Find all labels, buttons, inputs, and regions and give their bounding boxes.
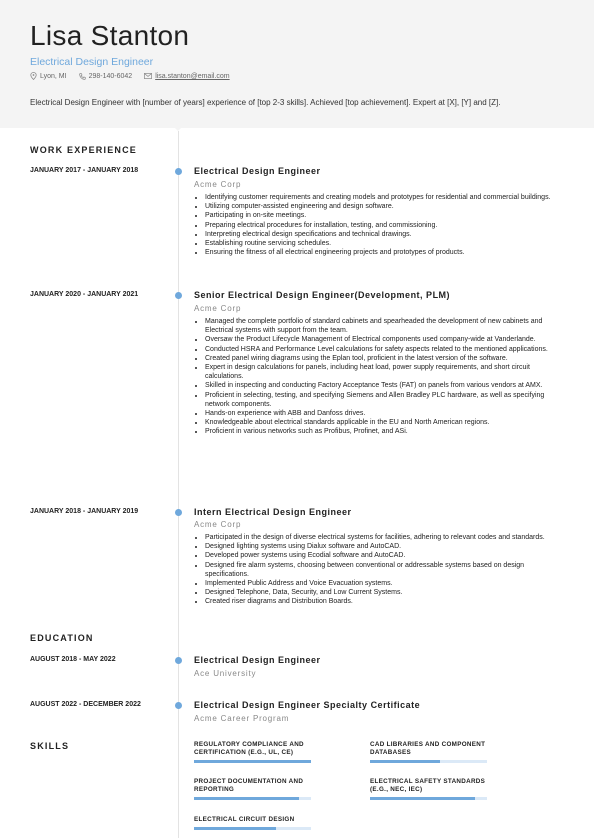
- skill-level-fill: [194, 797, 299, 800]
- job-date: JANUARY 2020 - JANUARY 2021: [30, 291, 139, 298]
- job-title: Intern Electrical Design Engineer: [194, 507, 352, 517]
- bullet-item: • Skilled in inspecting and conducting Factory Acceptance Tests (FAT) on panels from various vendors at AMX.: [205, 381, 557, 390]
- education-title: Electrical Design Engineer: [194, 655, 321, 665]
- timeline-dot: [175, 509, 182, 516]
- phone-icon: [79, 73, 86, 80]
- timeline-dot: [175, 702, 182, 709]
- job-bullets: [205, 317, 557, 437]
- skill-level-bar: [194, 760, 311, 763]
- contact-row: [30, 72, 242, 80]
- location-pin-icon: [30, 72, 37, 80]
- contact-location: [30, 72, 67, 80]
- skill-level-bar: [194, 797, 311, 800]
- bullet-item: • Participating in on-site meetings.: [205, 211, 557, 220]
- bullet-item: • Participated in the design of diverse electrical systems for facilities, adhering to relevant codes and standards.: [205, 533, 557, 542]
- skills-section-title: SKILLS: [30, 741, 70, 751]
- email-link[interactable]: lisa.stanton@email.com: [155, 72, 230, 80]
- skill-level-bar: [370, 797, 487, 800]
- skill-item: [370, 741, 490, 763]
- envelope-icon: [144, 73, 152, 79]
- bullet-item: • Designed fire alarm systems, choosing between conventional or addressable systems based on design specifications.: [205, 561, 557, 579]
- bullet-item: • Establishing routine servicing schedules.: [205, 239, 557, 248]
- skill-item: [194, 741, 314, 763]
- bullet-item: • Designed Telephone, Data, Security, and Low Current Systems.: [205, 588, 557, 597]
- bullet-item: • Identifying customer requirements and creating models and prototypes for residential and commercial buildings.: [205, 193, 557, 202]
- bullet-item: • Implemented Public Address and Voice Evacuation systems.: [205, 579, 557, 588]
- skill-name: PROJECT DOCUMENTATION AND REPORTING: [194, 778, 304, 793]
- timeline-dot: [175, 168, 182, 175]
- education-title: Electrical Design Engineer Specialty Certificate: [194, 700, 421, 710]
- skill-level-fill: [370, 760, 440, 763]
- work-section-title: WORK EXPERIENCE: [30, 145, 138, 155]
- skill-level-fill: [194, 827, 276, 830]
- bullet-item: • Managed the complete portfolio of standard cabinets and spearheaded the development of new cabinets and Electrical systems with support from the team.: [205, 317, 557, 335]
- bullet-item: • Created riser diagrams and Distribution Boards.: [205, 597, 557, 606]
- bullet-item: • Conducted HSRA and Performance Level calculations for safety aspects related to the mentioned applications.: [205, 345, 557, 354]
- skill-name: REGULATORY COMPLIANCE AND CERTIFICATION (E.G., UL, CE): [194, 741, 304, 756]
- education-school: Acme Career Program: [194, 714, 290, 723]
- skill-item: [194, 778, 314, 800]
- timeline-line: [178, 131, 179, 838]
- bullet-item: • Designed lighting systems using Dialux software and AutoCAD.: [205, 542, 557, 551]
- job-bullets: [205, 533, 557, 607]
- bullet-item: • Preparing electrical procedures for installation, testing, and commissioning.: [205, 221, 557, 230]
- bullet-item: • Created panel wiring diagrams using the Eplan tool, proficient in the latest version of the software.: [205, 354, 557, 363]
- resume-header: [0, 0, 594, 128]
- education-date: AUGUST 2018 - MAY 2022: [30, 656, 116, 663]
- location-text: Lyon, MI: [40, 72, 67, 80]
- bullet-item: • Proficient in various networks such as Profibus, Profinet, and ASi.: [205, 427, 557, 436]
- bullet-item: • Developed power systems using Ecodial software and AutoCAD.: [205, 551, 557, 560]
- bullet-item: • Utilizing computer-assisted engineering and design software.: [205, 202, 557, 211]
- skill-name: ELECTRICAL CIRCUIT DESIGN: [194, 816, 295, 823]
- skill-level-fill: [370, 797, 475, 800]
- bullet-item: • Ensuring the fitness of all electrical engineering projects and prototypes of products.: [205, 248, 557, 257]
- phone-text: 298-140-6042: [88, 72, 133, 80]
- bullet-item: • Interpreting electrical design specifications and technical drawings.: [205, 230, 557, 239]
- education-school: Ace University: [194, 669, 257, 678]
- education-section-title: EDUCATION: [30, 633, 94, 643]
- skill-level-bar: [370, 760, 487, 763]
- job-date: JANUARY 2018 - JANUARY 2019: [30, 508, 139, 515]
- contact-email[interactable]: [144, 73, 229, 80]
- bullet-item: • Proficient in selecting, testing, and specifying Siemens and Allen Bradley PLC hardware, as well as specifying network components.: [205, 391, 557, 409]
- education-date: AUGUST 2022 - DECEMBER 2022: [30, 701, 141, 708]
- skill-item: [194, 816, 314, 830]
- job-company: Acme Corp: [194, 180, 242, 189]
- bullet-item: • Knowledgeable about electrical standards applicable in the EU and North American regions.: [205, 418, 557, 427]
- candidate-role: Electrical Design Engineer: [30, 56, 154, 68]
- job-bullets: [205, 193, 557, 257]
- job-company: Acme Corp: [194, 520, 242, 529]
- job-company: Acme Corp: [194, 304, 242, 313]
- skill-level-fill: [194, 760, 311, 763]
- skill-name: ELECTRICAL SAFETY STANDARDS (E.G., NEC, IEC): [370, 778, 486, 793]
- bullet-item: • Hands-on experience with ABB and Danfoss drives.: [205, 409, 557, 418]
- bullet-item: • Oversaw the Product Lifecycle Management of Electrical components used company-wide at Vanderlande.: [205, 335, 557, 344]
- bullet-item: • Expert in design calculations for panels, including heat load, power supply requirements, and short circuit calculations.: [205, 363, 557, 381]
- skill-level-bar: [194, 827, 311, 830]
- job-date: JANUARY 2017 - JANUARY 2018: [30, 167, 139, 174]
- candidate-name: Lisa Stanton: [30, 20, 190, 51]
- timeline-dot: [175, 292, 182, 299]
- profile-summary: Electrical Design Engineer with [number of years] experience of [top 2-3 skills]. Achieved [top achievement]. Expert at [X], [Y] and [Z].: [30, 98, 501, 107]
- skill-name: CAD LIBRARIES AND COMPONENT DATABASES: [370, 741, 486, 756]
- contact-phone: [79, 73, 133, 80]
- job-title: Electrical Design Engineer: [194, 166, 321, 176]
- skill-item: [370, 778, 490, 800]
- job-title: Senior Electrical Design Engineer(Development, PLM): [194, 290, 451, 300]
- timeline-dot: [175, 657, 182, 664]
